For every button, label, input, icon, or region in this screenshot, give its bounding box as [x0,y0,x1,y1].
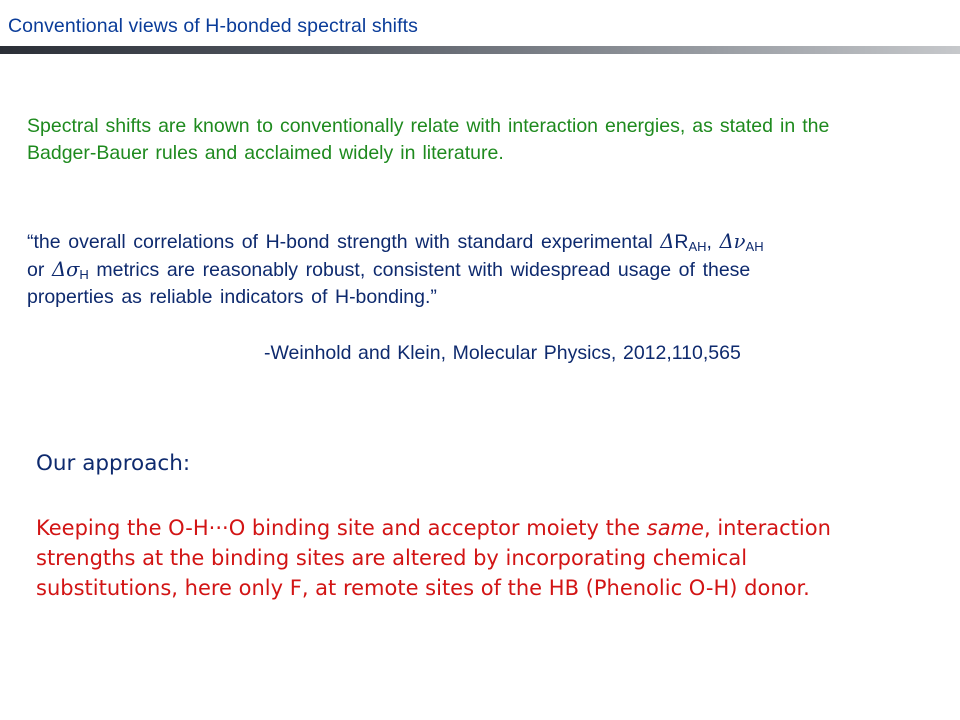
approach-line-1 [36,513,936,543]
delta-symbol-3: Δ [51,258,67,281]
approach-heading: Our approach: [36,451,191,476]
quote-line-2-prefix: or [27,259,52,281]
quote-line-3: properties as reliable indicators of H-bonding.” [27,286,437,308]
approach-line-2: strengths at the binding sites are altered by incorporating chemical [36,546,748,570]
delta-symbol: Δ [660,230,675,253]
r-symbol: R [674,231,689,253]
delta-symbol-2: Δ [719,230,734,253]
approach-emphasis-same: same [646,516,704,540]
comma-separator: , [706,231,720,253]
intro-paragraph: Spectral shifts are known to conventionally relate with interaction energies, as stated in the Badger-Bauer rules and acclaimed widely in literature. [27,115,830,164]
sigma-symbol: σ [66,258,80,281]
approach-line-3: substitutions, here only F, at remote sites of the HB (Phenolic O-H) donor. [36,576,810,600]
slide-title: Conventional views of H-bonded spectral shifts [8,15,418,37]
title-divider-bar [0,46,960,54]
ah-subscript: AH [688,239,707,254]
quote-block [27,228,927,311]
h-subscript: H [79,267,89,282]
quote-line-2-text: metrics are reasonably robust, consistent with widespread usage of these [88,259,751,281]
approach-body [36,513,936,603]
ah-subscript-2: AH [745,239,764,254]
citation: -Weinhold and Klein, Molecular Physics, 2012,110,565 [264,342,741,364]
quote-line-1-text: “the overall correlations of H-bond strength with standard experimental [27,231,661,253]
approach-line-1-b: , interaction [703,516,831,540]
quote-line-2 [27,256,927,284]
approach-line-1-a: Keeping the O-H···O binding site and acceptor moiety the [36,516,647,540]
nu-symbol: ν [733,230,746,253]
quote-line-1 [27,228,927,256]
